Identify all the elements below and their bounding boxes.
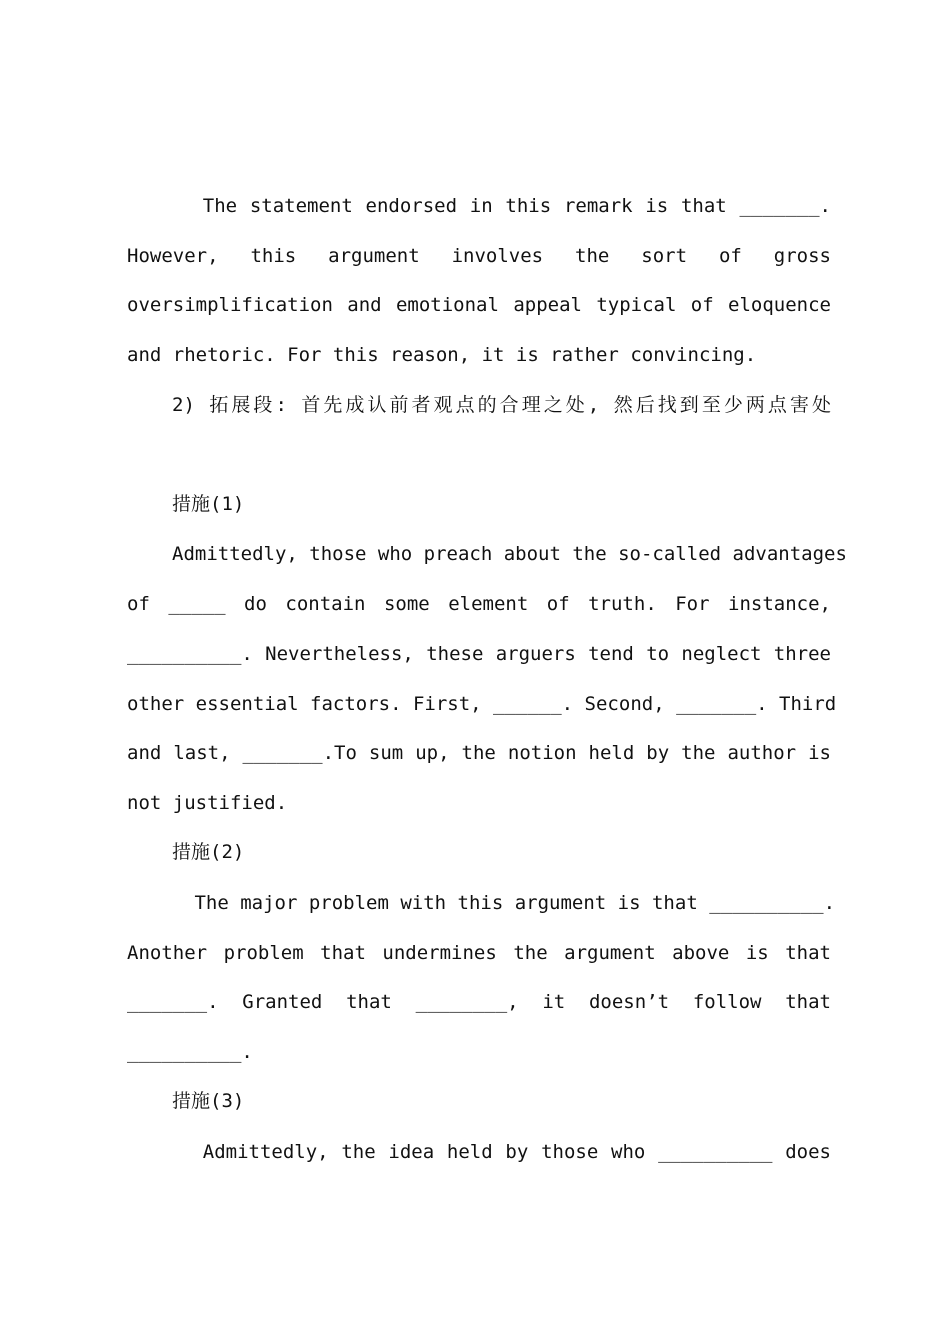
measure3-line-1: Admittedly, the idea held by those who __________ does [190,1141,831,1163]
measure1-line-3: __________. Nevertheless, these arguers tend to neglect three [127,643,831,665]
measure-heading-2: 措施(2) [172,841,245,863]
paragraph-line-3: oversimplification and emotional appeal typical of eloquence [127,294,831,316]
measure1-line-6: not justified. [127,792,288,814]
measure2-line-4: __________. [127,1041,253,1063]
measure2-line-3: _______. Granted that ________, it doesn’t follow that [127,991,831,1013]
section-heading-expansion: 2) 拓展段: 首先成认前者观点的合理之处, 然后找到至少两点害处 [172,394,831,416]
measure-heading-3: 措施(3) [172,1090,245,1112]
paragraph-line-1: The statement endorsed in this remark is that _______. [190,195,831,217]
measure1-line-1: Admittedly, those who preach about the so-called advantages [172,543,847,565]
measure-heading-1: 措施(1) [172,493,245,515]
measure1-line-4: other essential factors. First, ______. Second, _______. Third [127,693,837,715]
paragraph-line-4: and rhetoric. For this reason, it is rather convincing. [127,344,757,366]
measure2-line-2: Another problem that undermines the argument above is that [127,942,831,964]
measure1-line-2: of _____ do contain some element of truth. For instance, [127,593,831,615]
paragraph-line-2: However, this argument involves the sort of gross [127,245,831,267]
measure2-line-1: The major problem with this argument is that __________. [183,892,836,914]
measure1-line-5: and last, _______.To sum up, the notion held by the author is [127,742,831,764]
